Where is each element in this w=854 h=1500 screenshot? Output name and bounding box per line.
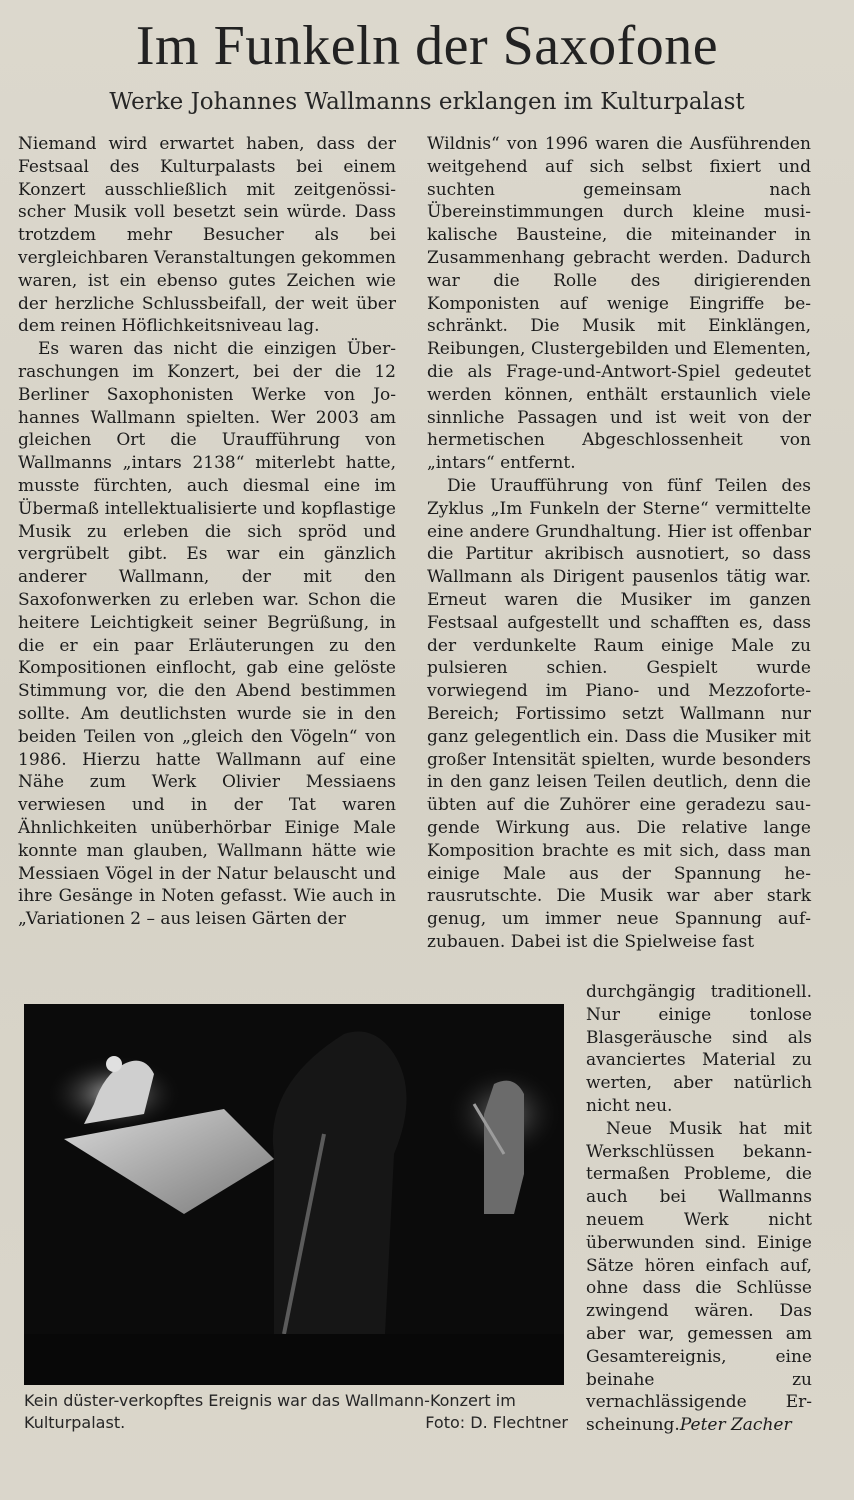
paragraph-text: Neue Musik hat mit Werkschlüssen bekanntermaßen Probleme, die auch bei Wallmanns neuem Werk nicht überwunden sind. Einige Sätze hören einfach auf, ohne dass die Schlüsse zwingend wären. Das aber war, gemessen am Gesamtereignis, eine beinahe zu vernachlässigende Erscheinung. [586, 1118, 812, 1436]
paragraph: Es waren das nicht die einzigen Überraschungen im Konzert, bei der die 12 Berliner Saxophonisten Werke von Johannes Wallmann spielten. Wer 2003 am gleichen Ort die Uraufführung von Wallmanns „intars 2138“ miterlebt hatte, musste fürchten, auch diesmal eine im Übermaß intellektualisierte und kopflastige Musik zu erleben die sich spröd und vergrübelt gibt. Es war ein gänzlich anderer Wallmann, der mit den Saxofonwerken zu erleben war. Schon die heitere Leichtigkeit seiner Begrüßung, in die er ein paar Erläuterungen zu den Kompositionen einflocht, gab eine gelöste Stimmung vor, die den Abend bestimmen sollte. Am deutlichsten wurde sie in den beiden Teilen von „gleich den Vögeln“ von 1986. Hierzu hatte Wallmann auf eine Nähe zum Werk Olivier Messiaens verwiesen und in der Tat waren Ähnlichkeiten unüberhörbar Einige Male konnte man glauben, Wallmann hätte wie Messiaen Vögel in der Natur belauscht und ihre Gesänge in Noten gefasst. Wie auch in „Variationen 2 – aus leisen Gärten der [18, 339, 396, 930]
article-headline: Im Funkeln der Saxofone [135, 15, 719, 77]
concert-photo [24, 1004, 564, 1385]
paragraph [586, 1118, 812, 1437]
article-subheadline: Werke Johannes Wallmanns erklangen im Kulturpalast [109, 89, 745, 115]
paragraph: Wildnis“ von 1996 waren die Ausführenden weitgehend auf sich selbst fixiert und suchten gemeinsam nach Übereinstimmungen durch kleine musikalische Bausteine, die miteinander in Zusammenhang gebracht werden. Dadurch war die Rolle des dirigierenden Komponisten auf wenige Eingriffe beschränkt. Die Musik mit Einklängen, Reibungen, Clustergebilden und Elementen, die als Frage-und-Antwort-Spiel gedeutet werden können, enthält erstaunlich viele sinnliche Passagen und ist weit von der hermetischen Abgeschlossenheit von „intars“ entfernt. [427, 134, 811, 474]
article-column-narrow [586, 981, 812, 1437]
concert-photo-image [24, 1004, 564, 1385]
photo-caption-text: Kein düster-verkopftes Ereignis war das Wallmann-Konzert im Kulturpalast. [24, 1391, 516, 1432]
paragraph: Niemand wird erwartet haben, dass der Festsaal des Kulturpalasts bei einem Konzert ausschließlich mit zeitgenössischer Musik voll besetzt sein würde. Dass trotzdem mehr Besucher als bei vergleichbaren Veranstaltungen gekommen waren, ist ein ebenso gutes Zeichen wie der herzliche Schlussbeifall, der weit über dem reinen Höflichkeitsniveau lag. [18, 134, 396, 337]
article-column-right [427, 133, 811, 954]
paragraph: Die Uraufführung von fünf Teilen des Zyklus „Im Funkeln der Sterne“ vermittelte eine andere Grundhaltung. Hier ist offenbar die Partitur akribisch ausnotiert, so dass Wallmann als Dirigent pausenlos tätig war. Erneut waren die Musiker im ganzen Festsaal aufgestellt und schafften es, dass der verdunkelte Raum einige Male zu pulsieren schien. Gespielt wurde vorwiegend im Piano- und Mezzoforte-Bereich; Fortissimo setzt Wallmann nur ganz gelegentlich ein. Dass die Musiker mit großer Intensität spielten, wurde besonders in den ganz leisen Teilen deutlich, denn die übten auf die Zuhörer eine geradezu saugende Wirkung aus. Die relative lange Komposition brachte es mit sich, dass man einige Male aus der Spannung herausrutschte. Die Musik war aber stark genug, um immer neue Spannung aufzubauen. Dabei ist die Spielweise fast [427, 475, 811, 952]
paragraph: durchgängig traditionell. Nur einige tonlose Blasgeräusche sind als avanciertes Material zu werten, aber natürlich nicht neu. [586, 982, 812, 1116]
photo-caption [24, 1390, 568, 1434]
photo-credit: Foto: D. Flechtner [425, 1413, 568, 1432]
article-column-left [18, 133, 396, 931]
author-byline: Peter Zacher [679, 1415, 792, 1436]
